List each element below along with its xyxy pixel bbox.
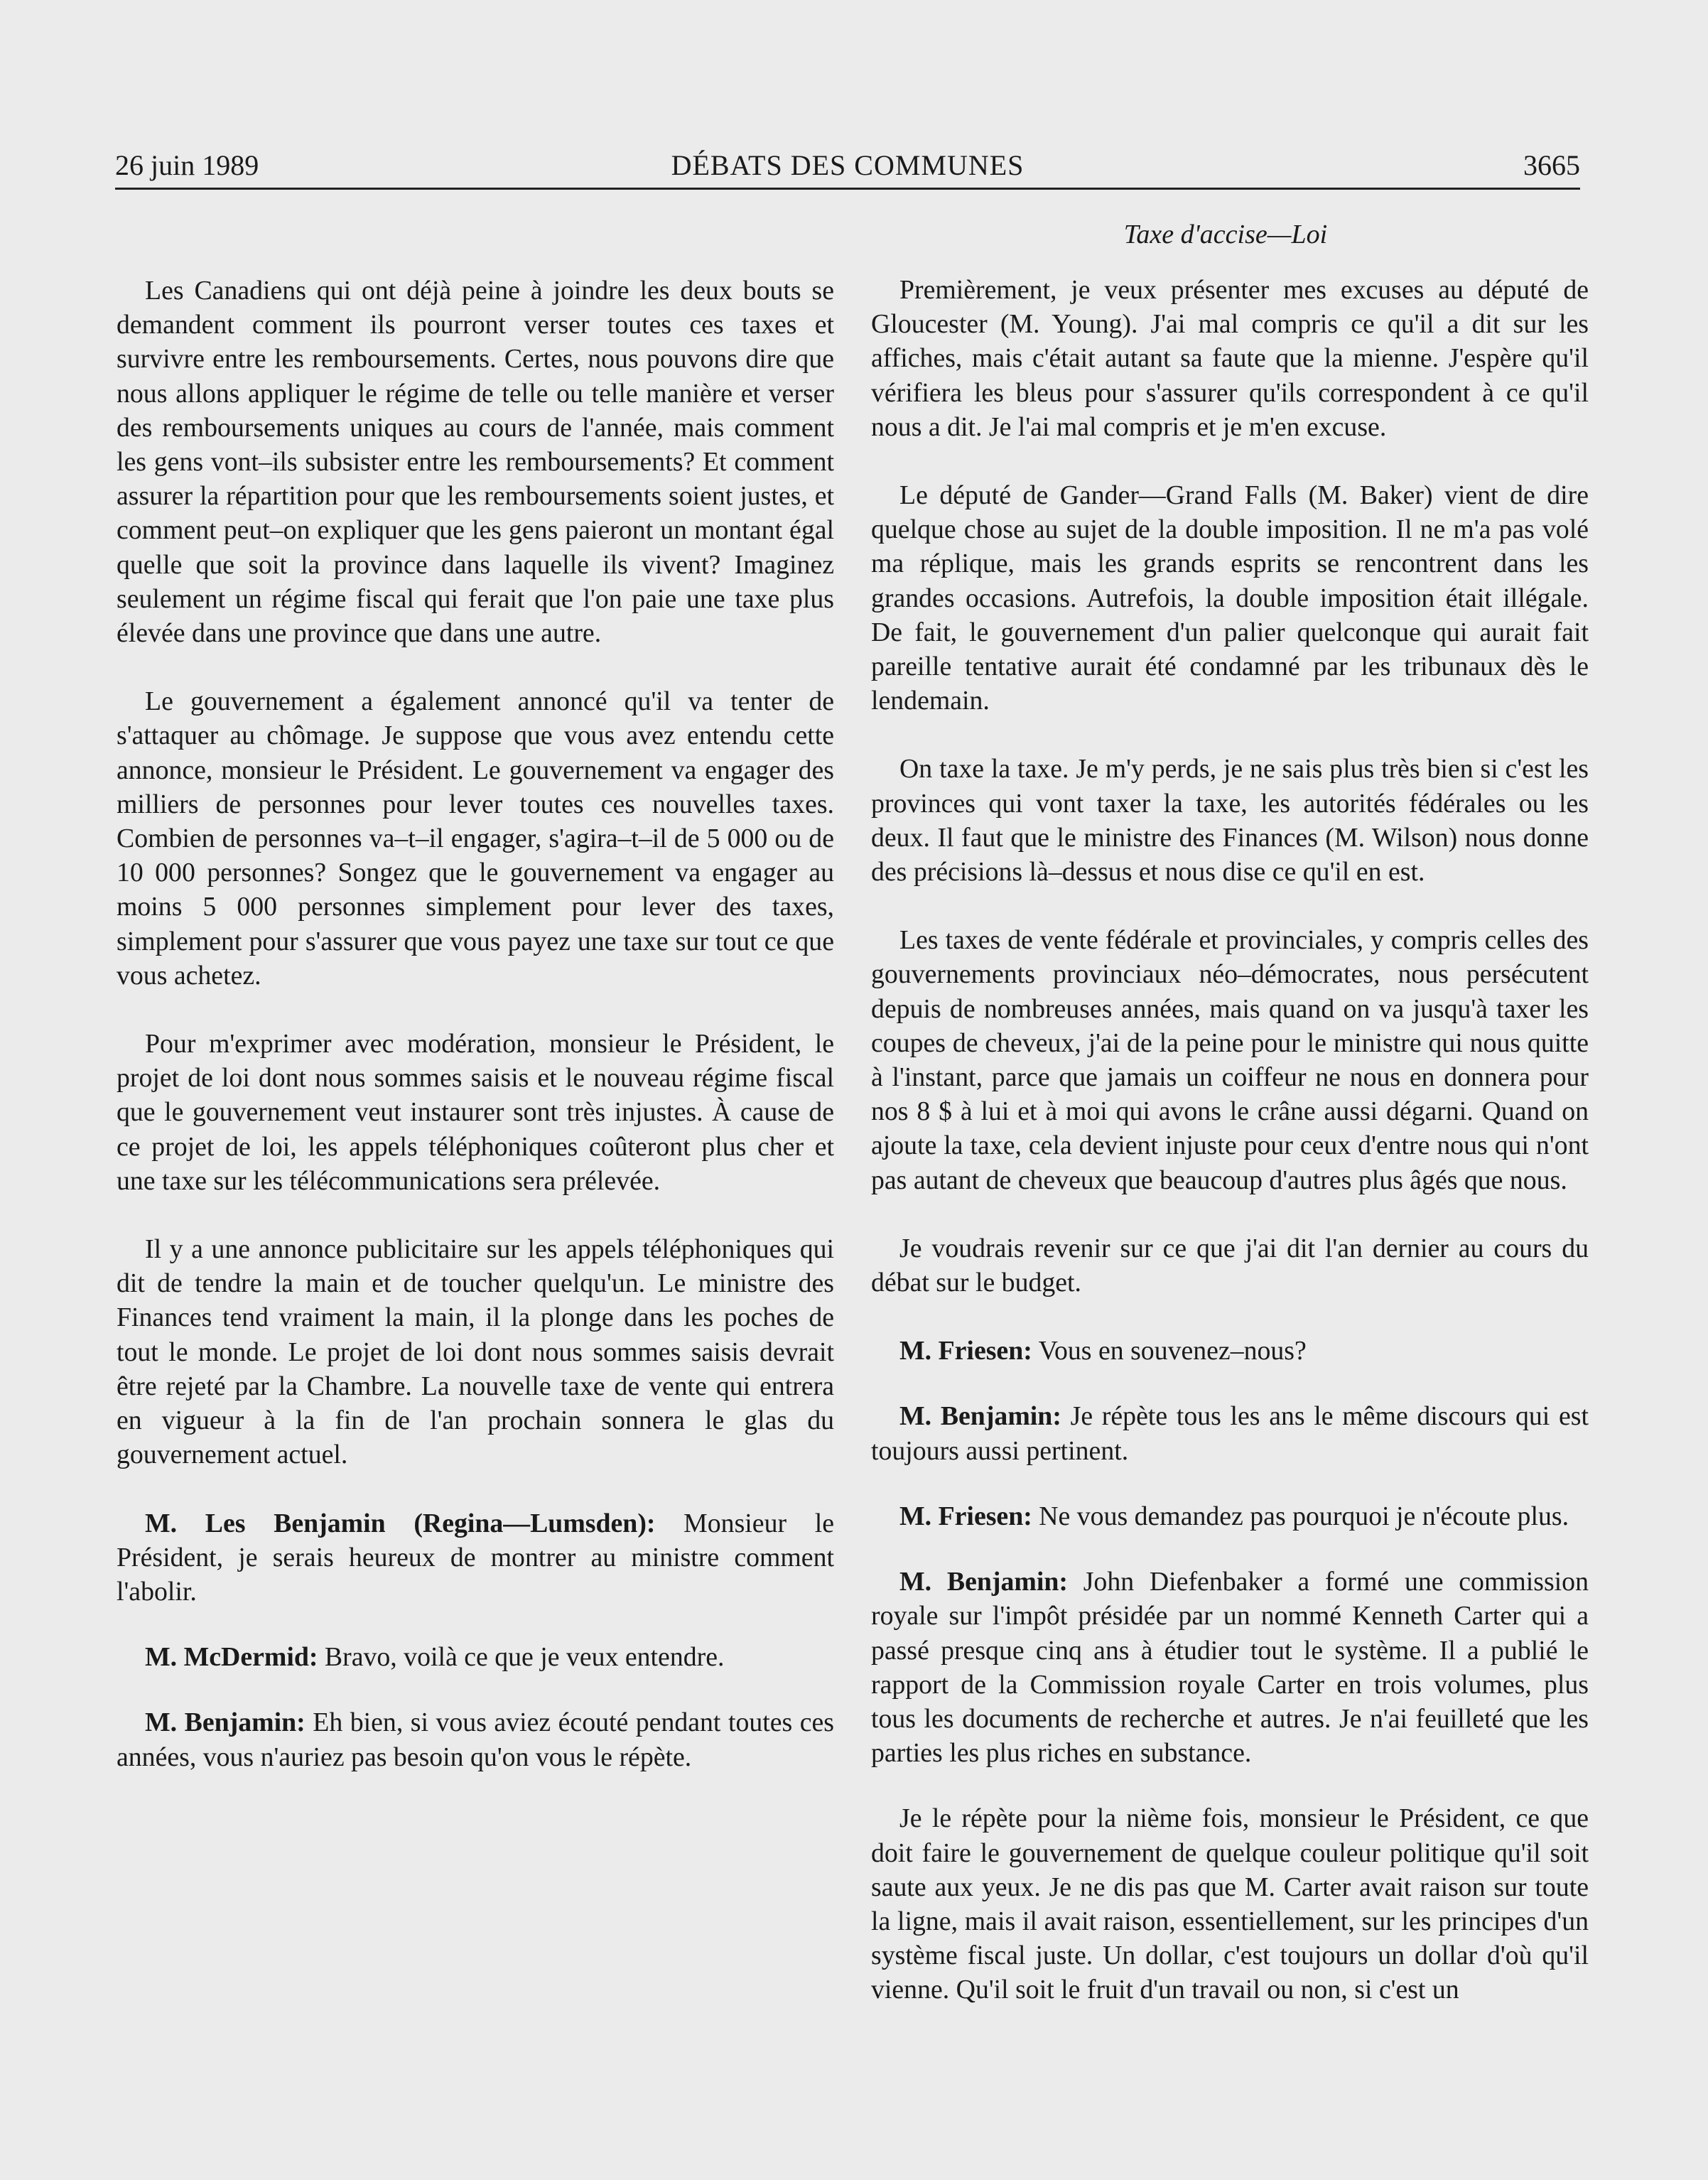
speech-text: Je répète tous les ans le même discours qui est toujours aussi pertinent. [871,1401,1589,1466]
speech-paragraph [117,1705,834,1774]
speaker-name: M. Benjamin: [145,1707,306,1738]
speech-text: Eh bien, si vous aviez écouté pendant toutes ces années, vous n'auriez pas besoin qu'on vous le répète. [117,1707,834,1772]
journal-title: DÉBATS DES COMMUNES [671,149,1025,181]
speech-paragraph [871,1499,1589,1533]
speaker-name: M. Benjamin: [899,1567,1068,1597]
speech-text: Monsieur le Président, je serais heureux de montrer au ministre comment l'abolir. [117,1508,834,1607]
speech-text: Vous en souvenez–nous? [1032,1336,1307,1366]
paragraph: Le député de Gander—Grand Falls (M. Baker) vient de dire quelque chose au sujet de la double imposition. Il ne m'a pas volé ma réplique, mais les grands esprits se rencontrent dans les grandes occasions. Autrefois, la double imposition était illégale. De fait, le gouvernement d'un palier quelconque qui aurait fait pareille tentative aurait été condamné par les tribunaux dès le lendemain. [871,480,1589,716]
paragraph: Les taxes de vente fédérale et provinciales, y compris celles des gouvernements provinciaux néo–démocrates, nous persécutent depuis de nombreuses années, mais quand on va jusqu'à taxer les coupes de cheveux, j'ai de la peine pour le ministre qui nous quitte à l'instant, parce que jamais un coiffeur ne nous en donnera pour nos 8 $ à lui et à moi qui avons le crâne aussi dégarni. Quand on ajoute la taxe, cela devient injuste pour ceux d'entre nous qui n'ont pas autant de cheveux que beaucoup d'autres plus âgés que nous. [871,925,1589,1195]
speech-text: Ne vous demandez pas pourquoi je n'écoute plus. [1032,1501,1569,1531]
speaker-name: M. McDermid: [145,1642,318,1673]
paragraph: Je voudrais revenir sur ce que j'ai dit l'an dernier au cours du débat sur le budget. [871,1233,1589,1298]
paragraph: Il y a une annonce publicitaire sur les appels téléphoniques qui dit de tendre la main et de toucher quelqu'un. Le ministre des Finances tend vraiment la main, il la plonge dans les poches de tout le monde. Le projet de loi dont nous sommes saisis devrait être rejeté par la Chambre. La nouvelle taxe de vente qui entrera en vigueur à la fin de l'an prochain sonnera le glas du gouvernement actuel. [117,1234,834,1470]
speech-paragraph [117,1506,834,1609]
running-head: Taxe d'accise—Loi [1123,220,1328,249]
header-date: 26 juin 1989 [115,149,259,181]
left-column [117,274,834,1806]
speech-paragraph [871,1334,1589,1368]
speech-text: Bravo, voilà ce que je veux entendre. [318,1642,725,1673]
paragraph: Premièrement, je veux présenter mes excuses au député de Gloucester (M. Young). J'ai mal compris ce qu'il a dit sur les affiches, mais c'était autant sa faute que la mienne. J'espère qu'il vérifiera les bleus pour s'assurer qu'ils correspondent à ce qu'il nous a dit. Je l'ai mal compris et je m'en excuse. [871,275,1589,442]
speaker-name: M. Benjamin: [899,1401,1061,1432]
page-header [115,145,1580,190]
speech-paragraph [871,1565,1589,1770]
right-column [871,273,1589,2041]
paragraph: On taxe la taxe. Je m'y perds, je ne sais plus très bien si c'est les provinces qui vont taxer la taxe, les autorités fédérales ou les deux. Il faut que le ministre des Finances (M. Wilson) nous donne des précisions là–dessus et nous dise ce qu'il en est. [871,754,1589,887]
speaker-name: M. Friesen: [899,1501,1032,1531]
paragraph: Je le répète pour la nième fois, monsieur le Président, ce que doit faire le gouvernement de quelque couleur politique qu'il soit saute aux yeux. Je ne dis pas que M. Carter avait raison sur toute la ligne, mais il avait raison, essentiellement, sur les principes d'un système fiscal juste. Un dollar, c'est toujours un dollar d'où qu'il vienne. Qu'il soit le fruit d'un travail ou non, si c'est un [871,1803,1589,2005]
speech-paragraph [117,1640,834,1674]
paragraph: Pour m'exprimer avec modération, monsieur le Président, le projet de loi dont nous sommes saisis et le nouveau régime fiscal que le gouvernement veut instaurer sont très injustes. À cause de ce projet de loi, les appels téléphoniques coûteront plus cher et une taxe sur les télécommunications sera prélevée. [117,1029,834,1196]
speech-paragraph [871,1399,1589,1467]
page-number: 3665 [1523,149,1580,181]
speaker-name: M. Friesen: [899,1336,1032,1366]
speaker-name: M. Les Benjamin (Regina—Lumsden): [145,1508,656,1538]
paragraph: Les Canadiens qui ont déjà peine à joindre les deux bouts se demandent comment ils pourront verser toutes ces taxes et survivre entre les remboursements. Certes, nous pouvons dire que nous allons appliquer le régime de telle ou telle manière et verser des remboursements uniques au cours de l'année, mais comment les gens vont–ils subsister entre les remboursements? Et comment assurer la répartition pour que les remboursements soient justes, et comment peut–on expliquer que les gens paieront un montant égal quelle que soit la province dans laquelle ils vivent? Imaginez seulement un régime fiscal qui ferait que l'on paie une taxe plus élevée dans une province que dans une autre. [117,276,834,649]
speech-text: John Diefenbaker a formé une commission royale sur l'impôt présidée par un nommé Kenneth Carter qui a passé presque cinq ans à étudier tout le système. Il a publié le rapport de la Commission royale Carter en trois volumes, plus tous les documents de recherche et autres. Je n'ai feuilleté que les parties les plus riches en substance. [871,1567,1589,1769]
paragraph: Le gouvernement a également annoncé qu'il va tenter de s'attaquer au chômage. Je suppose que vous avez entendu cette annonce, monsieur le Président. Le gouvernement va engager des milliers de personnes pour lever toutes ces nouvelles taxes. Combien de personnes va–t–il engager, s'agira–t–il de 5 000 ou de 10 000 personnes? Songez que le gouvernement va engager au moins 5 000 personnes simplement pour lever des taxes, simplement pour s'assurer que vous payez une taxe sur tout ce que vous achetez. [117,686,834,991]
